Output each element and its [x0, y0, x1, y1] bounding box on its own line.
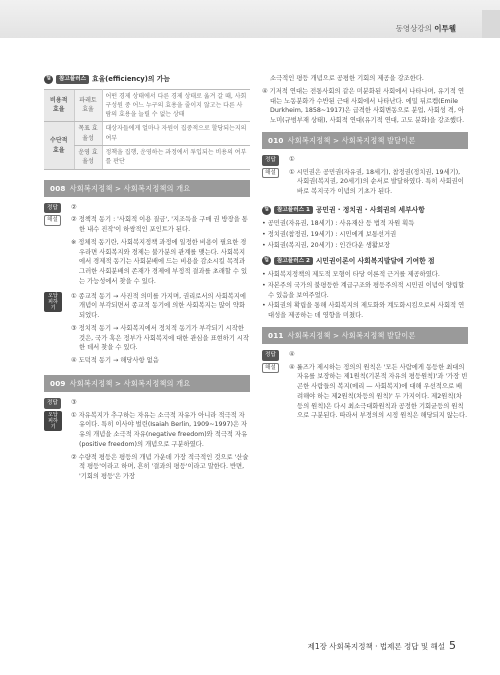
list-item: • 공민권(자유권, 18세기) : 사유재산 등 법적 자원 획득 — [262, 220, 415, 228]
efficiency-table — [44, 89, 250, 170]
tip-title-text: 공민권 · 정치권 · 사회권의 세부사항 — [315, 205, 425, 214]
table-cell: 정책을 집행, 운영하는 과정에서 투입되는 비용의 여부를 판단 — [102, 146, 250, 170]
tip-title-text: 시민권이론이 사회복지발달에 기여한 점 — [315, 256, 435, 265]
list-item: • 사회복지정책의 제도적 모형이 타당 이론적 근거를 제공하였다. — [262, 271, 440, 279]
tip-tag: 참고플러스 2 — [274, 257, 313, 266]
tip-title-text: 효율(efficiency)의 가늠 — [92, 75, 170, 83]
page-footer — [308, 637, 456, 654]
section-009-bar — [44, 375, 250, 392]
list-item: • 자본주의 국가의 불평등한 계급구조와 평등주의적 시민권 이념이 양립할 수 있음을 보여주었다. — [262, 281, 465, 299]
explanation-para: ※ 정체적 동기란, 사회복지정책 과정에 일정한 비용이 필요한 경우라면 사회복지와 경제는 불가분의 관계를 맺는다. 사회복지에서 경제적 동기는 사회분배에 드는 비용을 감소시킬 목적과 그러한 사회분배의 존재가 경제에 부정적 결과를 초래할 수 있는 가능성에서 찾을 수 있다. — [71, 238, 248, 285]
section-title: 사회복지정책 > 사회복지정책의 개요 — [69, 183, 191, 193]
brand-label — [396, 23, 456, 35]
tip-tag: 참고플러스 1 — [274, 206, 313, 215]
explanation-para: ④ 기저적 연대는 전통사회의 같은 미분화된 사회에서 나타나며, 유기적 연대는 노동분화가 수반된 근대 사회에서 나타난다. 에밀 뒤르켐(Emile Durkheim, 1858~1917)은 급격한 사회변동으로 분업, 사회성 격, 아노미(규범부재 상태), 사회적 연대(유기적 연대, 고도 분화)을 강조했다. — [262, 87, 465, 124]
explanation-tag: 해설 — [262, 168, 279, 179]
tip-icon: 팁 — [262, 206, 271, 215]
explanation-para: ④ 도덕적 동기 → 해당사항 없음 — [71, 357, 159, 365]
answer-value: ③ — [71, 399, 77, 407]
answer-row — [44, 203, 250, 214]
chapter-tab — [482, 10, 500, 38]
section-011-bar — [262, 327, 468, 344]
explanation-para: ① 시민권은 공민권(자유권, 18세기), 참정권(정치권, 19세기), 사회권(복지권, 20세기)의 순서로 발달하였다. 특히 사회권이 바로 복지국가 이념의 기초가 된다. — [289, 168, 464, 196]
section-010-bar — [262, 132, 468, 149]
table-cell: 수단적 효율 — [44, 122, 74, 169]
explanation-para: ① 종교적 동기 → 사진적 의미를 가지며, 권리로서의 사회복지에 개념이 부각되면서 종교적 동기에 의한 사회복지는 많이 약화되었다. — [71, 292, 246, 320]
table-cell: 비용적 효율 — [44, 89, 74, 122]
list-item: • 사회권의 확립을 통해 사회복지의 제도화와 계도화시킴으로써 사회적 연대성을 제공하는 데 영향을 미쳤다. — [262, 302, 465, 320]
tip-citizenship-title — [262, 205, 468, 216]
brand-bold: 이투웰 — [434, 24, 456, 33]
table-cell: 목표 효율성 — [74, 122, 102, 146]
section-number: 011 — [268, 330, 284, 340]
section-number: 010 — [268, 135, 284, 145]
answer-row — [44, 398, 250, 409]
tip-efficiency-title — [44, 74, 250, 85]
right-column — [262, 74, 468, 426]
explanation-row — [262, 363, 468, 425]
table-cell: 어떤 경제 상태에서 다른 경제 상태로 옮겨 갈 때, 사회구성원 중 어느 누구의 효용을 줄이지 않고는 다른 사람의 효용을 늘릴 수 없는 상태 — [102, 89, 250, 122]
tip-contribution-title — [262, 256, 468, 267]
explanation-para: ① 자유복지가 추구하는 자유는 소극적 자유가 아니라 적극적 자유이다. 특히 이사야 벌린(Isaiah Berlin, 1909~1997)은 자유의 개념을 소극적 자유(negative freedom)와 적극적 자유(positive freedom)의 개념으로 구분하였다. — [71, 411, 248, 448]
section-title: 사회복지정책 > 사회복지정책 발달이론 — [287, 330, 416, 340]
wrong-answer-tag: 오답 피하기 — [44, 292, 62, 312]
answer-tag: 정답 — [44, 398, 61, 409]
explanation-para: ③ 정치적 동기 → 사회복지에서 정치적 동기가 부각되기 시작한 것은, 국가 혹은 정부가 사회복지에 대한 관심을 표현하기 시작한 데서 찾을 수 있다. — [71, 324, 250, 352]
answer-value: ④ — [289, 351, 295, 359]
tip-icon: 팁 — [44, 75, 53, 84]
table-cell: 운영 효율성 — [74, 146, 102, 170]
explanation-para: ② 정책적 동기 : '사회적 이용 질금', '지조득을 구매 권 방장을 통한 내수 진작'이 하쌍적인 포인트가 된다. — [71, 216, 248, 234]
table-row — [44, 146, 250, 170]
answer-row — [262, 155, 468, 166]
answer-tag: 정답 — [262, 155, 279, 166]
section-title: 사회복지정책 > 사회복지정책의 개요 — [69, 378, 191, 388]
wrong-answer-row — [44, 411, 250, 485]
answer-row — [262, 350, 468, 361]
explanation-para: ② 수량적 평등은 평등의 개념 가운데 가장 적극적인 것으로 '산술적 평등'이라고 하며, 흔히 '결과의 평등'이라고 말한다. 반면, '기회의 평등'은 가장 — [71, 453, 249, 481]
table-cell: 파레토 효율 — [74, 89, 102, 122]
section-008-bar — [44, 180, 250, 197]
citizenship-list — [262, 219, 468, 250]
explanation-tag: 해설 — [44, 215, 61, 226]
explanation-tag: 해설 — [262, 363, 279, 374]
tip-icon: 팁 — [262, 256, 271, 265]
table-row — [44, 89, 250, 122]
top-bar — [0, 0, 500, 38]
section-number: 008 — [50, 183, 66, 193]
contribution-list — [262, 270, 468, 321]
answer-tag: 정답 — [262, 350, 279, 361]
page-number: 5 — [449, 639, 456, 652]
answer-value: ② — [71, 203, 77, 211]
table-row — [44, 122, 250, 146]
continued-text: 소극적인 평등 개념으로 공평한 기회의 제공을 강조한다. — [270, 75, 424, 82]
wrong-answer-tag: 오답 피하기 — [44, 411, 62, 431]
left-column — [44, 74, 250, 487]
answer-tag: 정답 — [44, 203, 61, 214]
section-number: 009 — [50, 378, 66, 388]
table-cell: 대상자들에게 얼마나 자원이 집중적으로 할당되는지의 여부 — [102, 122, 250, 146]
footer-text: 제1장 사회복지정책 · 법제론 정답 및 해설 — [307, 642, 445, 651]
tip-tag: 참고플러스 — [56, 75, 89, 84]
brand-prefix: 동영상강의 — [395, 24, 435, 33]
wrong-answer-row — [44, 292, 250, 369]
explanation-row — [262, 168, 468, 200]
answer-value: ① — [289, 155, 295, 163]
explanation-para: ④ 롤즈가 제시하는 정의의 원칙은 '모든 사람에게 동등한 최대의 자유를 보장하는 제1원칙(기본적 자유의 평등원칙)'과 '가장 빈곤한 사람들의 복지(메리 — 사회복지)에 대해 우선적으로 배려해야 하는 제2원칙(차등의 원칙)' 두 가지이다. 제2원칙(차등의 원칙)은 다시 최소극대화원칙과 공정한 기회균등의 원칙으로 구분된다. 따라서 부정의의 시정 원칙은 해당되지 않는다. — [289, 363, 468, 420]
section-title: 사회복지정책 > 사회복지정책 발달이론 — [287, 135, 416, 145]
list-item: • 정치권(참정권, 19세기) : 시민에게 보통선거권 — [262, 231, 397, 239]
explanation-row — [44, 215, 250, 289]
list-item: • 사회권(복지권, 20세기) : 인간다운 생활보장 — [262, 241, 391, 249]
